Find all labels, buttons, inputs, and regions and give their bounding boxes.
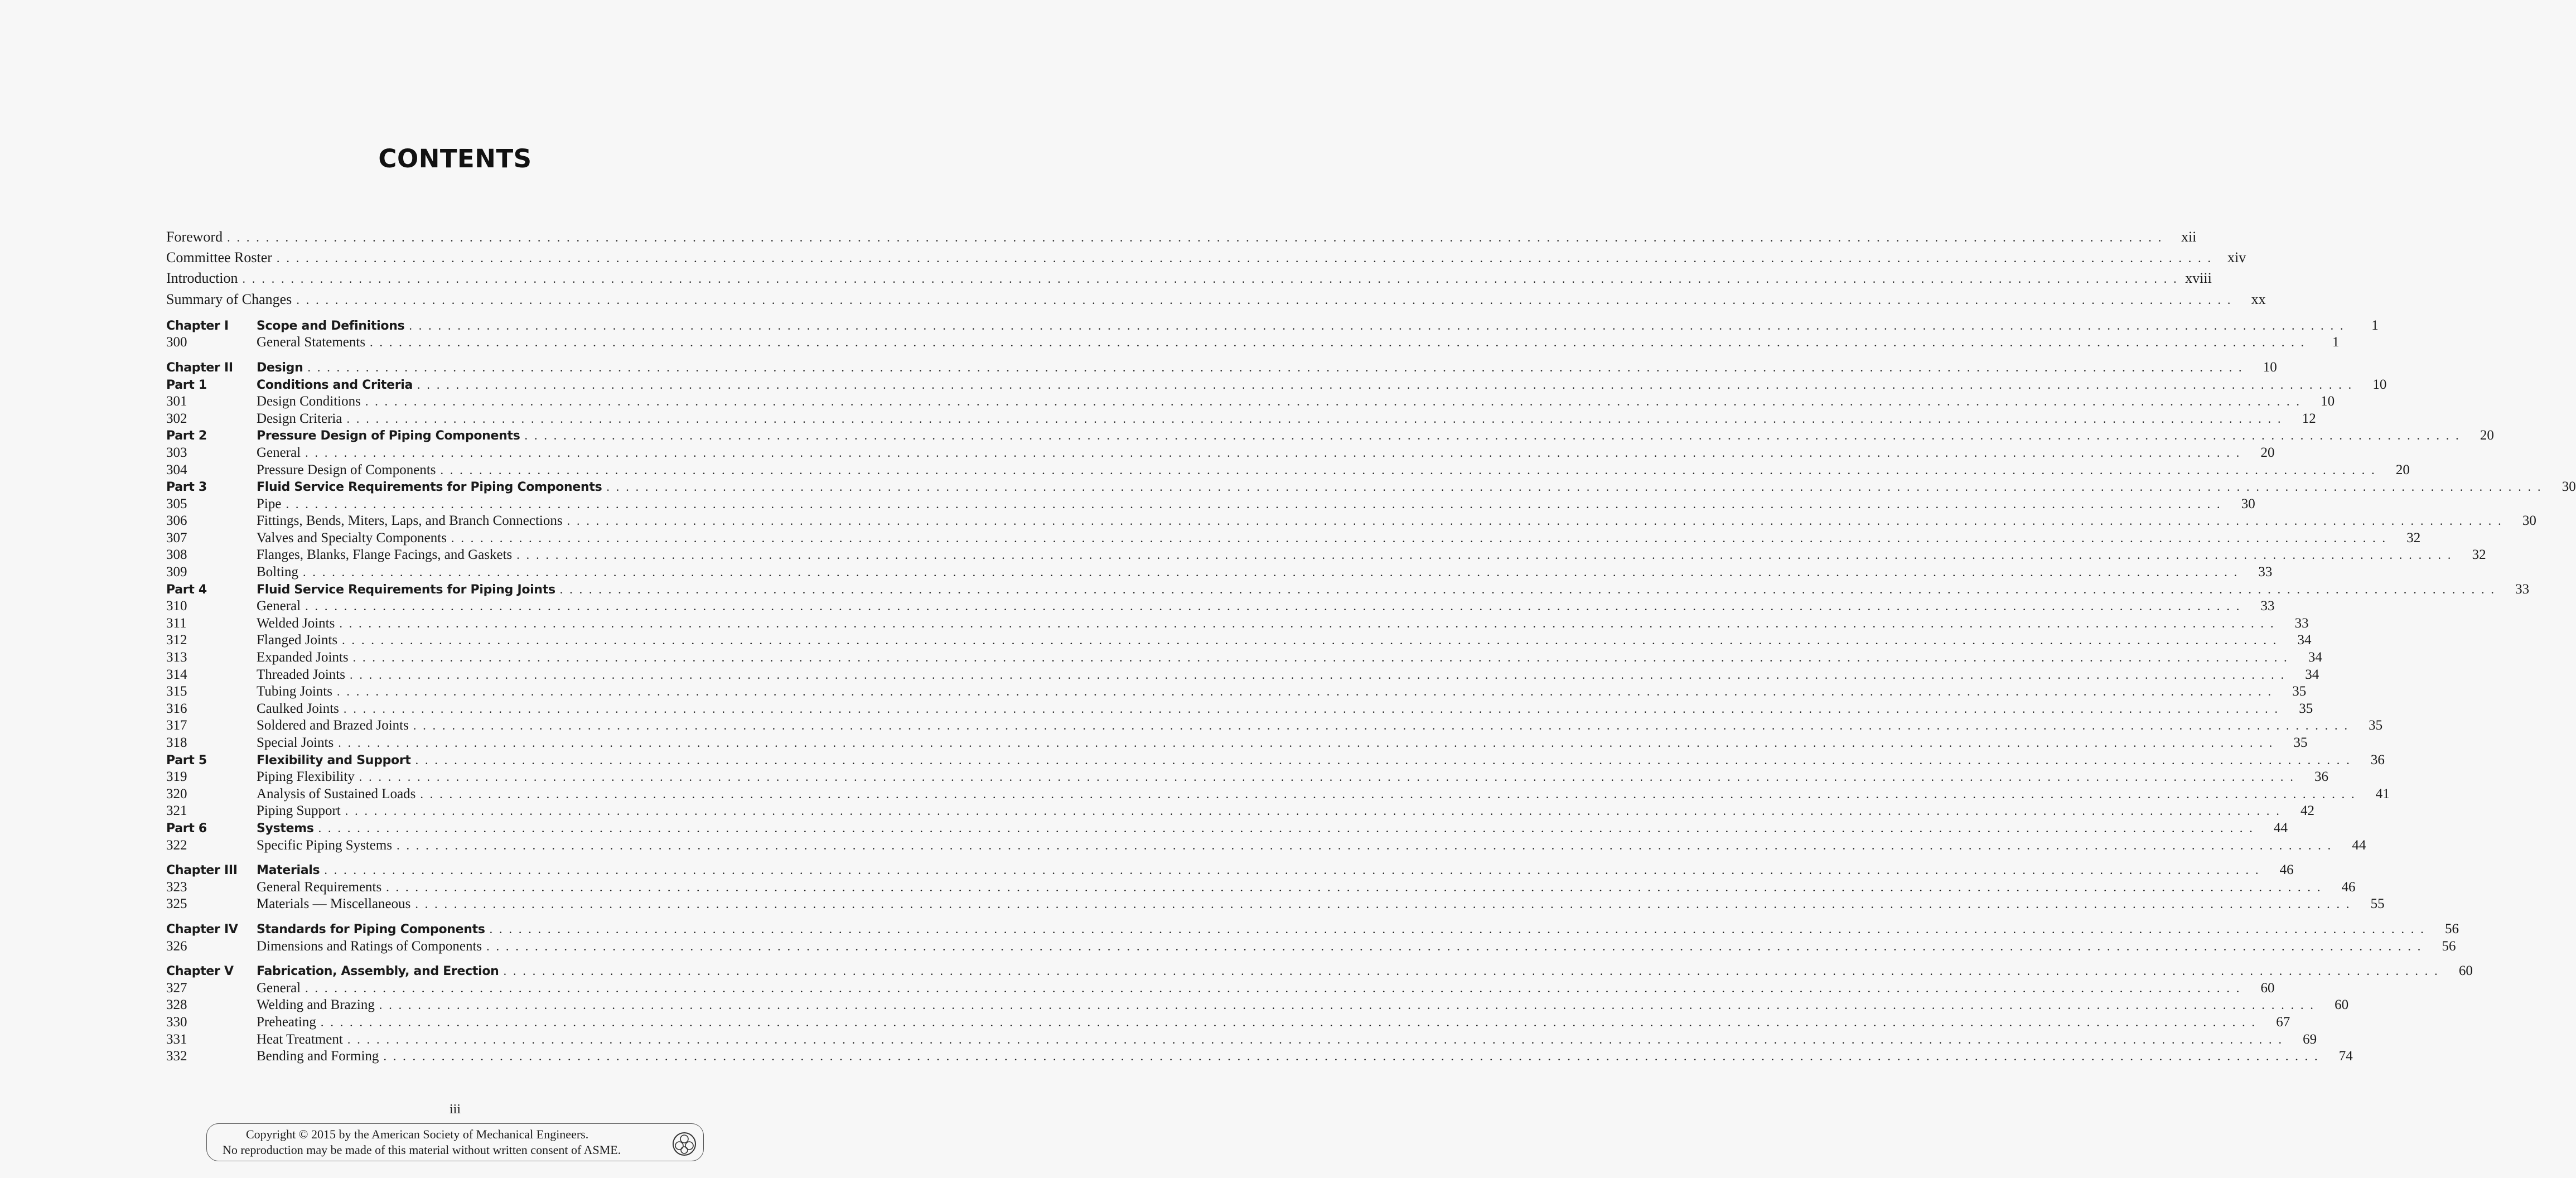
entry-page-number: 56 <box>2444 921 2459 936</box>
entry-number: Chapter V <box>166 964 234 979</box>
front-matter-list <box>166 226 2266 310</box>
entry-page-number: 36 <box>2370 752 2385 767</box>
entry-page-number: 10 <box>2372 376 2387 392</box>
entry-page-number: 33 <box>2260 598 2275 614</box>
entry-title: Bending and Forming <box>257 1049 379 1064</box>
entry-page-number: 44 <box>2352 837 2366 853</box>
dot-leader: . . . . . . . . . . . . . . . . . . . . . . . . . . . . . . . . . . . . . . . . . . . . . . . . . . . . . . . . . . . . . . . . . . . . . . . . . . . . . . . . . . . . . . . . . . . . . . . . . . . . . . . . . . . . . . . . . . . . . . . . . . . . . . . . . . . . . . . . . . . . . . . . . . . . . . . . . . . . . . . . . . . . . . . . . . . . . . . . . . . . . . . . . . . . . . . . . . . . . . . . <box>336 684 2273 699</box>
dot-leader: . . . . . . . . . . . . . . . . . . . . . . . . . . . . . . . . . . . . . . . . . . . . . . . . . . . . . . . . . . . . . . . . . . . . . . . . . . . . . . . . . . . . . . . . . . . . . . . . . . . . . . . . . . . . . . . . . . . . . . . . . . . . . . . . . . . . . . . . . . . . . . . . . . . . . . . . . . . . . . . . . . . . . . . . . . . . . . . . . . . . . . . . . . . . . . . . . . . . . . . . <box>352 650 2289 665</box>
entry-title: Tubing Joints <box>257 684 332 699</box>
dot-leader: . . . . . . . . . . . . . . . . . . . . . . . . . . . . . . . . . . . . . . . . . . . . . . . . . . . . . . . . . . . . . . . . . . . . . . . . . . . . . . . . . . . . . . . . . . . . . . . . . . . . . . . . . . . . . . . . . . . . . . . . . . . . . . . . . . . . . . . . . . . . . . . . . . . . . . . . . . . . . . . . . . . . . . . . . . . . . . . . . . . . . . . . . . . . . . . . . . . . . . . . <box>320 1015 2257 1029</box>
dot-leader: . . . . . . . . . . . . . . . . . . . . . . . . . . . . . . . . . . . . . . . . . . . . . . . . . . . . . . . . . . . . . . . . . . . . . . . . . . . . . . . . . . . . . . . . . . . . . . . . . . . . . . . . . . . . . . . . . . . . . . . . . . . . . . . . . . . . . . . . . . . . . . . . . . . . . . . . . . . . . . . . . . . . . . . . . . . . . . . . . . . . . . . . . . . . . . . . . . . . . . . . <box>503 964 2439 978</box>
entry-page-number: xx <box>2251 291 2266 307</box>
dot-leader: . . . . . . . . . . . . . . . . . . . . . . . . . . . . . . . . . . . . . . . . . . . . . . . . . . . . . . . . . . . . . . . . . . . . . . . . . . . . . . . . . . . . . . . . . . . . . . . . . . . . . . . . . . . . . . . . . . . . . . . . . . . . . . . . . . . . . . . . . . . . . . . . . . . . . . . . . . . . . . . . . . . . . . . . . . . . . . . . . . . . . . . . . . . . . . . . . . . . . . . . <box>242 272 2178 286</box>
entry-number: 327 <box>166 980 187 996</box>
entry-page-number: 32 <box>2472 547 2486 563</box>
entry-title: Welded Joints <box>257 615 335 631</box>
entry-title: Specific Piping Systems <box>257 837 393 853</box>
entry-number: Part 3 <box>166 480 207 495</box>
entry-title: Foreword <box>166 229 223 245</box>
toc-entry <box>166 997 2349 1014</box>
entry-page-number: 34 <box>2297 633 2312 648</box>
entry-page-number: 12 <box>2302 411 2316 426</box>
entry-page-number: 20 <box>2395 462 2410 477</box>
entry-page-number: 74 <box>2338 1049 2353 1064</box>
toc-entry <box>166 411 2316 428</box>
entry-title: Pressure Design of Components <box>257 462 436 477</box>
entry-page-number: 41 <box>2375 786 2390 802</box>
dot-leader: . . . . . . . . . . . . . . . . . . . . . . . . . . . . . . . . . . . . . . . . . . . . . . . . . . . . . . . . . . . . . . . . . . . . . . . . . . . . . . . . . . . . . . . . . . . . . . . . . . . . . . . . . . . . . . . . . . . . . . . . . . . . . . . . . . . . . . . . . . . . . . . . . . . . . . . . . . . . . . . . . . . . . . . . . . . . . . . . . . . . . . . . . . . . . . . . . . . . . . . . <box>318 820 2254 835</box>
entry-page-number: xii <box>2181 229 2197 245</box>
entry-page-number: 10 <box>2263 359 2277 375</box>
entry-page-number: 46 <box>2341 879 2356 895</box>
entry-title: Caulked Joints <box>257 701 339 716</box>
entry-title: Conditions and Criteria <box>257 378 413 392</box>
entry-number: Chapter III <box>166 863 238 878</box>
entry-number: 316 <box>166 701 187 716</box>
entry-number: 310 <box>166 598 187 614</box>
entry-title: Fluid Service Requirements for Piping Joints <box>257 582 555 597</box>
page-number: iii <box>449 1102 461 1117</box>
entry-number: 300 <box>166 335 187 350</box>
toc-entry <box>166 445 2275 462</box>
entry-page-number: 35 <box>2369 718 2383 733</box>
entry-number: 319 <box>166 769 187 785</box>
entry-page-number: 69 <box>2303 1031 2317 1047</box>
toc-entry <box>166 896 2385 913</box>
toc-entry <box>166 667 2319 684</box>
entry-number: 320 <box>166 786 187 802</box>
entry-page-number: 33 <box>2515 581 2530 597</box>
entry-title: Welding and Brazing <box>257 997 375 1013</box>
entry-page-number: 67 <box>2276 1014 2290 1030</box>
entry-title: Systems <box>257 821 314 836</box>
toc-entry <box>166 803 2315 820</box>
entry-title: Fabrication, Assembly, and Erection <box>257 964 499 979</box>
entry-page-number: xiv <box>2227 249 2246 266</box>
dot-leader: . . . . . . . . . . . . . . . . . . . . . . . . . . . . . . . . . . . . . . . . . . . . . . . . . . . . . . . . . . . . . . . . . . . . . . . . . . . . . . . . . . . . . . . . . . . . . . . . . . . . . . . . . . . . . . . . . . . . . . . . . . . . . . . . . . . . . . . . . . . . . . . . . . . . . . . . . . . . . . . . . . . . . . . . . . . . . . . . . . . . . . . . . . . . . . . . . . . . . . . . <box>559 582 2496 596</box>
entry-title: Pressure Design of Piping Components <box>257 429 520 443</box>
toc-entry <box>166 1031 2317 1049</box>
entry-page-number: 32 <box>2406 530 2421 545</box>
dot-leader: . . . . . . . . . . . . . . . . . . . . . . . . . . . . . . . . . . . . . . . . . . . . . . . . . . . . . . . . . . . . . . . . . . . . . . . . . . . . . . . . . . . . . . . . . . . . . . . . . . . . . . . . . . . . . . . . . . . . . . . . . . . . . . . . . . . . . . . . . . . . . . . . . . . . . . . . . . . . . . . . . . . . . . . . . . . . . . . . . . . . . . . . . . . . . . . . . . . . . . . . <box>346 411 2283 426</box>
toc-heading-entry <box>166 752 2385 769</box>
toc-heading-entry <box>166 581 2530 598</box>
toc-entry <box>166 786 2390 803</box>
entry-page-number: 33 <box>2258 564 2273 580</box>
entry-number: 321 <box>166 803 187 819</box>
copyright-notice <box>206 1123 704 1161</box>
toc-entry <box>166 564 2273 581</box>
entry-number: 318 <box>166 735 187 750</box>
entry-title: Fittings, Bends, Miters, Laps, and Branch Connections <box>257 513 563 529</box>
entry-page-number: 10 <box>2321 394 2335 409</box>
entry-number: 308 <box>166 547 187 563</box>
dot-leader: . . . . . . . . . . . . . . . . . . . . . . . . . . . . . . . . . . . . . . . . . . . . . . . . . . . . . . . . . . . . . . . . . . . . . . . . . . . . . . . . . . . . . . . . . . . . . . . . . . . . . . . . . . . . . . . . . . . . . . . . . . . . . . . . . . . . . . . . . . . . . . . . . . . . . . . . . . . . . . . . . . . . . . . . . . . . . . . . . . . . . . . . . . . . . . . . . . . . . . . . <box>516 548 2453 562</box>
entry-title: Scope and Definitions <box>257 318 405 333</box>
dot-leader: . . . . . . . . . . . . . . . . . . . . . . . . . . . . . . . . . . . . . . . . . . . . . . . . . . . . . . . . . . . . . . . . . . . . . . . . . . . . . . . . . . . . . . . . . . . . . . . . . . . . . . . . . . . . . . . . . . . . . . . . . . . . . . . . . . . . . . . . . . . . . . . . . . . . . . . . . . . . . . . . . . . . . . . . . . . . . . . . . . . . . . . . . . . . . . . . . . . . . . . . <box>413 718 2350 733</box>
entry-number: 312 <box>166 633 187 648</box>
entry-title: Dimensions and Ratings of Components <box>257 938 482 954</box>
entry-title: Piping Support <box>257 803 341 819</box>
dot-leader: . . . . . . . . . . . . . . . . . . . . . . . . . . . . . . . . . . . . . . . . . . . . . . . . . . . . . . . . . . . . . . . . . . . . . . . . . . . . . . . . . . . . . . . . . . . . . . . . . . . . . . . . . . . . . . . . . . . . . . . . . . . . . . . . . . . . . . . . . . . . . . . . . . . . . . . . . . . . . . . . . . . . . . . . . . . . . . . . . . . . . . . . . . . . . . . . . . . . . . . . <box>415 897 2351 911</box>
dot-leader: . . . . . . . . . . . . . . . . . . . . . . . . . . . . . . . . . . . . . . . . . . . . . . . . . . . . . . . . . . . . . . . . . . . . . . . . . . . . . . . . . . . . . . . . . . . . . . . . . . . . . . . . . . . . . . . . . . . . . . . . . . . . . . . . . . . . . . . . . . . . . . . . . . . . . . . . . . . . . . . . . . . . . . . . . . . . . . . . . . . . . . . . . . . . . . . . . . . . . . . . <box>486 939 2423 953</box>
entry-title: Standards for Piping Components <box>257 922 485 936</box>
entry-title: Introduction <box>166 270 238 287</box>
toc-heading-entry <box>166 479 2576 496</box>
entry-title: General <box>257 980 301 996</box>
entry-number: 326 <box>166 938 187 954</box>
entry-title: Piping Flexibility <box>257 769 355 785</box>
toc-entry <box>166 735 2308 752</box>
toc-heading-entry <box>166 820 2288 837</box>
entry-page-number: 44 <box>2273 820 2288 836</box>
toc-entry <box>166 496 2255 513</box>
entry-page-number: 30 <box>2561 479 2576 495</box>
toc-heading-entry <box>166 963 2473 980</box>
dot-leader: . . . . . . . . . . . . . . . . . . . . . . . . . . . . . . . . . . . . . . . . . . . . . . . . . . . . . . . . . . . . . . . . . . . . . . . . . . . . . . . . . . . . . . . . . . . . . . . . . . . . . . . . . . . . . . . . . . . . . . . . . . . . . . . . . . . . . . . . . . . . . . . . . . . . . . . . . . . . . . . . . . . . . . . . . . . . . . . . . . . . . . . . . . . . . . . . . . . . . . . . <box>338 736 2274 750</box>
entry-number: 325 <box>166 896 187 912</box>
dot-leader: . . . . . . . . . . . . . . . . . . . . . . . . . . . . . . . . . . . . . . . . . . . . . . . . . . . . . . . . . . . . . . . . . . . . . . . . . . . . . . . . . . . . . . . . . . . . . . . . . . . . . . . . . . . . . . . . . . . . . . . . . . . . . . . . . . . . . . . . . . . . . . . . . . . . . . . . . . . . . . . . . . . . . . . . . . . . . . . . . . . . . . . . . . . . . . . . . . . . . . . . <box>307 360 2244 374</box>
entry-page-number: 34 <box>2308 650 2322 665</box>
dot-leader: . . . . . . . . . . . . . . . . . . . . . . . . . . . . . . . . . . . . . . . . . . . . . . . . . . . . . . . . . . . . . . . . . . . . . . . . . . . . . . . . . . . . . . . . . . . . . . . . . . . . . . . . . . . . . . . . . . . . . . . . . . . . . . . . . . . . . . . . . . . . . . . . . . . . . . . . . . . . . . . . . . . . . . . . . . . . . . . . . . . . . . . . . . . . . . . . . . . . . . . . <box>347 1032 2284 1046</box>
entry-page-number: 55 <box>2370 896 2385 912</box>
asme-seal-icon <box>672 1132 697 1156</box>
toc-entry <box>166 462 2410 479</box>
entry-number: 304 <box>166 462 187 477</box>
toc-heading-entry <box>166 317 2379 335</box>
entry-page-number: xviii <box>2185 270 2212 287</box>
entry-page-number: 60 <box>2260 980 2275 996</box>
entry-title: Committee Roster <box>166 249 272 266</box>
front-matter-entry <box>166 247 2246 268</box>
toc-entry <box>166 598 2275 615</box>
entry-number: Chapter II <box>166 360 233 375</box>
dot-leader: . . . . . . . . . . . . . . . . . . . . . . . . . . . . . . . . . . . . . . . . . . . . . . . . . . . . . . . . . . . . . . . . . . . . . . . . . . . . . . . . . . . . . . . . . . . . . . . . . . . . . . . . . . . . . . . . . . . . . . . . . . . . . . . . . . . . . . . . . . . . . . . . . . . . . . . . . . . . . . . . . . . . . . . . . . . . . . . . . . . . . . . . . . . . . . . . . . . . . . . . <box>379 998 2316 1012</box>
entry-number: 303 <box>166 445 187 460</box>
toc-entry-list <box>166 317 2576 1065</box>
dot-leader: . . . . . . . . . . . . . . . . . . . . . . . . . . . . . . . . . . . . . . . . . . . . . . . . . . . . . . . . . . . . . . . . . . . . . . . . . . . . . . . . . . . . . . . . . . . . . . . . . . . . . . . . . . . . . . . . . . . . . . . . . . . . . . . . . . . . . . . . . . . . . . . . . . . . . . . . . . . . . . . . . . . . . . . . . . . . . . . . . . . . . . . . . . . . . . . . . . . . . . . . <box>276 251 2213 265</box>
toc-heading-entry <box>166 862 2294 879</box>
toc-entry <box>166 717 2383 735</box>
front-matter-entry <box>166 268 2212 288</box>
entry-number: 311 <box>166 615 187 631</box>
entry-number: 302 <box>166 411 187 426</box>
entry-number: 317 <box>166 718 187 733</box>
dot-leader: . . . . . . . . . . . . . . . . . . . . . . . . . . . . . . . . . . . . . . . . . . . . . . . . . . . . . . . . . . . . . . . . . . . . . . . . . . . . . . . . . . . . . . . . . . . . . . . . . . . . . . . . . . . . . . . . . . . . . . . . . . . . . . . . . . . . . . . . . . . . . . . . . . . . . . . . . . . . . . . . . . . . . . . . . . . . . . . . . . . . . . . . . . . . . . . . . . . . . . . . <box>305 599 2241 614</box>
toc-entry <box>166 769 2329 786</box>
dot-leader: . . . . . . . . . . . . . . . . . . . . . . . . . . . . . . . . . . . . . . . . . . . . . . . . . . . . . . . . . . . . . . . . . . . . . . . . . . . . . . . . . . . . . . . . . . . . . . . . . . . . . . . . . . . . . . . . . . . . . . . . . . . . . . . . . . . . . . . . . . . . . . . . . . . . . . . . . . . . . . . . . . . . . . . . . . . . . . . . . . . . . . . . . . . . . . . . . . . . . . . . <box>359 770 2295 784</box>
entry-number: 313 <box>166 650 187 665</box>
entry-title: Design <box>257 360 303 375</box>
dot-leader: . . . . . . . . . . . . . . . . . . . . . . . . . . . . . . . . . . . . . . . . . . . . . . . . . . . . . . . . . . . . . . . . . . . . . . . . . . . . . . . . . . . . . . . . . . . . . . . . . . . . . . . . . . . . . . . . . . . . . . . . . . . . . . . . . . . . . . . . . . . . . . . . . . . . . . . . . . . . . . . . . . . . . . . . . . . . . . . . . . . . . . . . . . . . . . . . . . . . . . . . <box>305 981 2241 995</box>
dot-leader: . . . . . . . . . . . . . . . . . . . . . . . . . . . . . . . . . . . . . . . . . . . . . . . . . . . . . . . . . . . . . . . . . . . . . . . . . . . . . . . . . . . . . . . . . . . . . . . . . . . . . . . . . . . . . . . . . . . . . . . . . . . . . . . . . . . . . . . . . . . . . . . . . . . . . . . . . . . . . . . . . . . . . . . . . . . . . . . . . . . . . . . . . . . . . . . . . . . . . . . . <box>296 292 2232 307</box>
toc-entry <box>166 1014 2290 1031</box>
entry-title: Pipe <box>257 496 282 511</box>
entry-title: Threaded Joints <box>257 667 345 682</box>
dot-leader: . . . . . . . . . . . . . . . . . . . . . . . . . . . . . . . . . . . . . . . . . . . . . . . . . . . . . . . . . . . . . . . . . . . . . . . . . . . . . . . . . . . . . . . . . . . . . . . . . . . . . . . . . . . . . . . . . . . . . . . . . . . . . . . . . . . . . . . . . . . . . . . . . . . . . . . . . . . . . . . . . . . . . . . . . . . . . . . . . . . . . . . . . . . . . . . . . . . . . . . . <box>451 530 2387 545</box>
entry-title: Expanded Joints <box>257 650 349 665</box>
toc-entry <box>166 701 2313 718</box>
entry-page-number: 56 <box>2442 938 2456 954</box>
toc-entry <box>166 632 2312 649</box>
toc-heading-entry <box>166 427 2494 445</box>
entry-title: Soldered and Brazed Joints <box>257 718 409 733</box>
dot-leader: . . . . . . . . . . . . . . . . . . . . . . . . . . . . . . . . . . . . . . . . . . . . . . . . . . . . . . . . . . . . . . . . . . . . . . . . . . . . . . . . . . . . . . . . . . . . . . . . . . . . . . . . . . . . . . . . . . . . . . . . . . . . . . . . . . . . . . . . . . . . . . . . . . . . . . . . . . . . . . . . . . . . . . . . . . . . . . . . . . . . . . . . . . . . . . . . . . . . . . . . <box>349 667 2286 682</box>
entry-number: 301 <box>166 394 187 409</box>
entry-page-number: 35 <box>2299 701 2313 716</box>
dot-leader: . . . . . . . . . . . . . . . . . . . . . . . . . . . . . . . . . . . . . . . . . . . . . . . . . . . . . . . . . . . . . . . . . . . . . . . . . . . . . . . . . . . . . . . . . . . . . . . . . . . . . . . . . . . . . . . . . . . . . . . . . . . . . . . . . . . . . . . . . . . . . . . . . . . . . . . . . . . . . . . . . . . . . . . . . . . . . . . . . . . . . . . . . . . . . . . . . . . . . . . . <box>397 838 2333 852</box>
toc-entry <box>166 980 2275 997</box>
table-of-contents <box>166 226 2576 1065</box>
toc-entry <box>166 837 2366 854</box>
entry-page-number: 36 <box>2314 769 2329 785</box>
entry-title: Valves and Specialty Components <box>257 530 447 545</box>
dot-leader: . . . . . . . . . . . . . . . . . . . . . . . . . . . . . . . . . . . . . . . . . . . . . . . . . . . . . . . . . . . . . . . . . . . . . . . . . . . . . . . . . . . . . . . . . . . . . . . . . . . . . . . . . . . . . . . . . . . . . . . . . . . . . . . . . . . . . . . . . . . . . . . . . . . . . . . . . . . . . . . . . . . . . . . . . . . . . . . . . . . . . . . . . . . . . . . . . . . . . . . . <box>305 445 2241 460</box>
entry-page-number: 30 <box>2522 513 2536 529</box>
entry-number: Part 2 <box>166 429 207 443</box>
entry-title: General Requirements <box>257 879 382 895</box>
entry-number: 322 <box>166 837 187 853</box>
dot-leader: . . . . . . . . . . . . . . . . . . . . . . . . . . . . . . . . . . . . . . . . . . . . . . . . . . . . . . . . . . . . . . . . . . . . . . . . . . . . . . . . . . . . . . . . . . . . . . . . . . . . . . . . . . . . . . . . . . . . . . . . . . . . . . . . . . . . . . . . . . . . . . . . . . . . . . . . . . . . . . . . . . . . . . . . . . . . . . . . . . . . . . . . . . . . . . . . . . . . . . . . <box>420 786 2356 801</box>
entry-number: Chapter IV <box>166 922 238 936</box>
entry-number: 309 <box>166 564 187 580</box>
entry-number: Chapter I <box>166 318 229 333</box>
entry-number: 331 <box>166 1031 187 1047</box>
dot-leader: . . . . . . . . . . . . . . . . . . . . . . . . . . . . . . . . . . . . . . . . . . . . . . . . . . . . . . . . . . . . . . . . . . . . . . . . . . . . . . . . . . . . . . . . . . . . . . . . . . . . . . . . . . . . . . . . . . . . . . . . . . . . . . . . . . . . . . . . . . . . . . . . . . . . . . . . . . . . . . . . . . . . . . . . . . . . . . . . . . . . . . . . . . . . . . . . . . . . . . . . <box>409 318 2345 332</box>
entry-page-number: 1 <box>2371 317 2379 333</box>
entry-page-number: 35 <box>2293 735 2308 750</box>
toc-entry <box>166 530 2421 547</box>
dot-leader: . . . . . . . . . . . . . . . . . . . . . . . . . . . . . . . . . . . . . . . . . . . . . . . . . . . . . . . . . . . . . . . . . . . . . . . . . . . . . . . . . . . . . . . . . . . . . . . . . . . . . . . . . . . . . . . . . . . . . . . . . . . . . . . . . . . . . . . . . . . . . . . . . . . . . . . . . . . . . . . . . . . . . . . . . . . . . . . . . . . . . . . . . . . . . . . . . . . . . . . . <box>415 752 2351 767</box>
dot-leader: . . . . . . . . . . . . . . . . . . . . . . . . . . . . . . . . . . . . . . . . . . . . . . . . . . . . . . . . . . . . . . . . . . . . . . . . . . . . . . . . . . . . . . . . . . . . . . . . . . . . . . . . . . . . . . . . . . . . . . . . . . . . . . . . . . . . . . . . . . . . . . . . . . . . . . . . . . . . . . . . . . . . . . . . . . . . . . . . . . . . . . . . . . . . . . . . . . . . . . . . <box>339 616 2275 630</box>
toc-entry <box>166 649 2322 667</box>
page-title: CONTENTS <box>378 144 532 173</box>
entry-number: 314 <box>166 667 187 682</box>
toc-heading-entry <box>166 921 2459 938</box>
dot-leader: . . . . . . . . . . . . . . . . . . . . . . . . . . . . . . . . . . . . . . . . . . . . . . . . . . . . . . . . . . . . . . . . . . . . . . . . . . . . . . . . . . . . . . . . . . . . . . . . . . . . . . . . . . . . . . . . . . . . . . . . . . . . . . . . . . . . . . . . . . . . . . . . . . . . . . . . . . . . . . . . . . . . . . . . . . . . . . . . . . . . . . . . . . . . . . . . . . . . . . . . <box>386 880 2322 894</box>
entry-title: Preheating <box>257 1014 316 1030</box>
entry-page-number: 60 <box>2335 997 2349 1013</box>
copyright-line: Copyright © 2015 by the American Society of Mechanical Engineers. <box>246 1127 589 1141</box>
dot-leader: . . . . . . . . . . . . . . . . . . . . . . . . . . . . . . . . . . . . . . . . . . . . . . . . . . . . . . . . . . . . . . . . . . . . . . . . . . . . . . . . . . . . . . . . . . . . . . . . . . . . . . . . . . . . . . . . . . . . . . . . . . . . . . . . . . . . . . . . . . . . . . . . . . . . . . . . . . . . . . . . . . . . . . . . . . . . . . . . . . . . . . . . . . . . . . . . . . . . . . . . <box>606 480 2543 494</box>
dot-leader: . . . . . . . . . . . . . . . . . . . . . . . . . . . . . . . . . . . . . . . . . . . . . . . . . . . . . . . . . . . . . . . . . . . . . . . . . . . . . . . . . . . . . . . . . . . . . . . . . . . . . . . . . . . . . . . . . . . . . . . . . . . . . . . . . . . . . . . . . . . . . . . . . . . . . . . . . . . . . . . . . . . . . . . . . . . . . . . . . . . . . . . . . . . . . . . . . . . . . . . . <box>567 514 2503 528</box>
entry-title: General Statements <box>257 335 366 350</box>
dot-leader: . . . . . . . . . . . . . . . . . . . . . . . . . . . . . . . . . . . . . . . . . . . . . . . . . . . . . . . . . . . . . . . . . . . . . . . . . . . . . . . . . . . . . . . . . . . . . . . . . . . . . . . . . . . . . . . . . . . . . . . . . . . . . . . . . . . . . . . . . . . . . . . . . . . . . . . . . . . . . . . . . . . . . . . . . . . . . . . . . . . . . . . . . . . . . . . . . . . . . . . . <box>286 496 2222 511</box>
dot-leader: . . . . . . . . . . . . . . . . . . . . . . . . . . . . . . . . . . . . . . . . . . . . . . . . . . . . . . . . . . . . . . . . . . . . . . . . . . . . . . . . . . . . . . . . . . . . . . . . . . . . . . . . . . . . . . . . . . . . . . . . . . . . . . . . . . . . . . . . . . . . . . . . . . . . . . . . . . . . . . . . . . . . . . . . . . . . . . . . . . . . . . . . . . . . . . . . . . . . . . . . <box>489 921 2425 936</box>
entry-title: Flexibility and Support <box>257 753 411 767</box>
entry-number: Part 1 <box>166 378 207 392</box>
dot-leader: . . . . . . . . . . . . . . . . . . . . . . . . . . . . . . . . . . . . . . . . . . . . . . . . . . . . . . . . . . . . . . . . . . . . . . . . . . . . . . . . . . . . . . . . . . . . . . . . . . . . . . . . . . . . . . . . . . . . . . . . . . . . . . . . . . . . . . . . . . . . . . . . . . . . . . . . . . . . . . . . . . . . . . . . . . . . . . . . . . . . . . . . . . . . . . . . . . . . . . . . <box>365 394 2302 409</box>
dot-leader: . . . . . . . . . . . . . . . . . . . . . . . . . . . . . . . . . . . . . . . . . . . . . . . . . . . . . . . . . . . . . . . . . . . . . . . . . . . . . . . . . . . . . . . . . . . . . . . . . . . . . . . . . . . . . . . . . . . . . . . . . . . . . . . . . . . . . . . . . . . . . . . . . . . . . . . . . . . . . . . . . . . . . . . . . . . . . . . . . . . . . . . . . . . . . . . . . . . . . . . . <box>342 633 2278 648</box>
dot-leader: . . . . . . . . . . . . . . . . . . . . . . . . . . . . . . . . . . . . . . . . . . . . . . . . . . . . . . . . . . . . . . . . . . . . . . . . . . . . . . . . . . . . . . . . . . . . . . . . . . . . . . . . . . . . . . . . . . . . . . . . . . . . . . . . . . . . . . . . . . . . . . . . . . . . . . . . . . . . . . . . . . . . . . . . . . . . . . . . . . . . . . . . . . . . . . . . . . . . . . . . <box>383 1049 2319 1064</box>
dot-leader: . . . . . . . . . . . . . . . . . . . . . . . . . . . . . . . . . . . . . . . . . . . . . . . . . . . . . . . . . . . . . . . . . . . . . . . . . . . . . . . . . . . . . . . . . . . . . . . . . . . . . . . . . . . . . . . . . . . . . . . . . . . . . . . . . . . . . . . . . . . . . . . . . . . . . . . . . . . . . . . . . . . . . . . . . . . . . . . . . . . . . . . . . . . . . . . . . . . . . . . . <box>303 565 2239 580</box>
entry-number: 306 <box>166 513 187 529</box>
entry-page-number: 60 <box>2458 963 2473 979</box>
toc-heading-entry <box>166 359 2277 376</box>
entry-title: Materials <box>257 863 320 878</box>
dot-leader: . . . . . . . . . . . . . . . . . . . . . . . . . . . . . . . . . . . . . . . . . . . . . . . . . . . . . . . . . . . . . . . . . . . . . . . . . . . . . . . . . . . . . . . . . . . . . . . . . . . . . . . . . . . . . . . . . . . . . . . . . . . . . . . . . . . . . . . . . . . . . . . . . . . . . . . . . . . . . . . . . . . . . . . . . . . . . . . . . . . . . . . . . . . . . . . . . . . . . . . . <box>440 462 2376 477</box>
entry-number: 330 <box>166 1014 187 1030</box>
entry-title: Bolting <box>257 564 299 580</box>
dot-leader: . . . . . . . . . . . . . . . . . . . . . . . . . . . . . . . . . . . . . . . . . . . . . . . . . . . . . . . . . . . . . . . . . . . . . . . . . . . . . . . . . . . . . . . . . . . . . . . . . . . . . . . . . . . . . . . . . . . . . . . . . . . . . . . . . . . . . . . . . . . . . . . . . . . . . . . . . . . . . . . . . . . . . . . . . . . . . . . . . . . . . . . . . . . . . . . . . . . . . . . . <box>524 428 2461 443</box>
front-matter-entry <box>166 289 2266 310</box>
entry-title: Fluid Service Requirements for Piping Components <box>257 480 602 495</box>
entry-page-number: 20 <box>2480 428 2494 443</box>
entry-page-number: 33 <box>2294 615 2309 631</box>
entry-title: Summary of Changes <box>166 291 292 307</box>
toc-entry <box>166 393 2335 411</box>
toc-entry <box>166 1048 2353 1065</box>
toc-entry <box>166 547 2486 564</box>
entry-number: Part 5 <box>166 753 207 767</box>
entry-title: Heat Treatment <box>257 1031 343 1047</box>
entry-number: Part 6 <box>166 821 207 836</box>
dot-leader: . . . . . . . . . . . . . . . . . . . . . . . . . . . . . . . . . . . . . . . . . . . . . . . . . . . . . . . . . . . . . . . . . . . . . . . . . . . . . . . . . . . . . . . . . . . . . . . . . . . . . . . . . . . . . . . . . . . . . . . . . . . . . . . . . . . . . . . . . . . . . . . . . . . . . . . . . . . . . . . . . . . . . . . . . . . . . . . . . . . . . . . . . . . . . . . . . . . . . . . . <box>345 804 2282 818</box>
entry-page-number: 1 <box>2332 335 2340 350</box>
toc-entry <box>166 879 2356 896</box>
entry-number: Part 4 <box>166 582 207 597</box>
dot-leader: . . . . . . . . . . . . . . . . . . . . . . . . . . . . . . . . . . . . . . . . . . . . . . . . . . . . . . . . . . . . . . . . . . . . . . . . . . . . . . . . . . . . . . . . . . . . . . . . . . . . . . . . . . . . . . . . . . . . . . . . . . . . . . . . . . . . . . . . . . . . . . . . . . . . . . . . . . . . . . . . . . . . . . . . . . . . . . . . . . . . . . . . . . . . . . . . . . . . . . . . <box>370 335 2306 350</box>
entry-number: 305 <box>166 496 187 511</box>
front-matter-entry <box>166 226 2197 247</box>
entry-number: 315 <box>166 684 187 699</box>
toc-entry <box>166 513 2536 530</box>
dot-leader: . . . . . . . . . . . . . . . . . . . . . . . . . . . . . . . . . . . . . . . . . . . . . . . . . . . . . . . . . . . . . . . . . . . . . . . . . . . . . . . . . . . . . . . . . . . . . . . . . . . . . . . . . . . . . . . . . . . . . . . . . . . . . . . . . . . . . . . . . . . . . . . . . . . . . . . . . . . . . . . . . . . . . . . . . . . . . . . . . . . . . . . . . . . . . . . . . . . . . . . . <box>227 230 2163 244</box>
toc-heading-entry <box>166 376 2387 394</box>
entry-title: Analysis of Sustained Loads <box>257 786 416 802</box>
entry-title: Design Criteria <box>257 411 342 426</box>
entry-title: Flanges, Blanks, Flange Facings, and Gaskets <box>257 547 513 563</box>
entry-number: 328 <box>166 997 187 1013</box>
entry-page-number: 34 <box>2305 667 2319 682</box>
dot-leader: . . . . . . . . . . . . . . . . . . . . . . . . . . . . . . . . . . . . . . . . . . . . . . . . . . . . . . . . . . . . . . . . . . . . . . . . . . . . . . . . . . . . . . . . . . . . . . . . . . . . . . . . . . . . . . . . . . . . . . . . . . . . . . . . . . . . . . . . . . . . . . . . . . . . . . . . . . . . . . . . . . . . . . . . . . . . . . . . . . . . . . . . . . . . . . . . . . . . . . . . <box>324 863 2260 877</box>
entry-number: 307 <box>166 530 187 545</box>
entry-page-number: 35 <box>2292 684 2307 699</box>
entry-title: General <box>257 598 301 614</box>
toc-entry <box>166 683 2307 701</box>
entry-title: General <box>257 445 301 460</box>
toc-entry <box>166 334 2340 351</box>
entry-title: Materials — Miscellaneous <box>257 896 411 912</box>
toc-entry <box>166 938 2456 955</box>
entry-page-number: 46 <box>2279 862 2294 878</box>
entry-page-number: 42 <box>2300 803 2315 819</box>
entry-page-number: 30 <box>2241 496 2255 511</box>
dot-leader: . . . . . . . . . . . . . . . . . . . . . . . . . . . . . . . . . . . . . . . . . . . . . . . . . . . . . . . . . . . . . . . . . . . . . . . . . . . . . . . . . . . . . . . . . . . . . . . . . . . . . . . . . . . . . . . . . . . . . . . . . . . . . . . . . . . . . . . . . . . . . . . . . . . . . . . . . . . . . . . . . . . . . . . . . . . . . . . . . . . . . . . . . . . . . . . . . . . . . . . . <box>343 701 2280 716</box>
entry-title: Special Joints <box>257 735 334 750</box>
entry-page-number: 20 <box>2260 445 2275 460</box>
reproduction-notice: No reproduction may be made of this material without written consent of ASME. <box>223 1143 621 1157</box>
dot-leader: . . . . . . . . . . . . . . . . . . . . . . . . . . . . . . . . . . . . . . . . . . . . . . . . . . . . . . . . . . . . . . . . . . . . . . . . . . . . . . . . . . . . . . . . . . . . . . . . . . . . . . . . . . . . . . . . . . . . . . . . . . . . . . . . . . . . . . . . . . . . . . . . . . . . . . . . . . . . . . . . . . . . . . . . . . . . . . . . . . . . . . . . . . . . . . . . . . . . . . . . <box>417 377 2353 392</box>
entry-title: Flanged Joints <box>257 633 338 648</box>
toc-entry <box>166 615 2309 633</box>
entry-number: 323 <box>166 879 187 895</box>
entry-title: Design Conditions <box>257 394 361 409</box>
entry-number: 332 <box>166 1049 187 1064</box>
